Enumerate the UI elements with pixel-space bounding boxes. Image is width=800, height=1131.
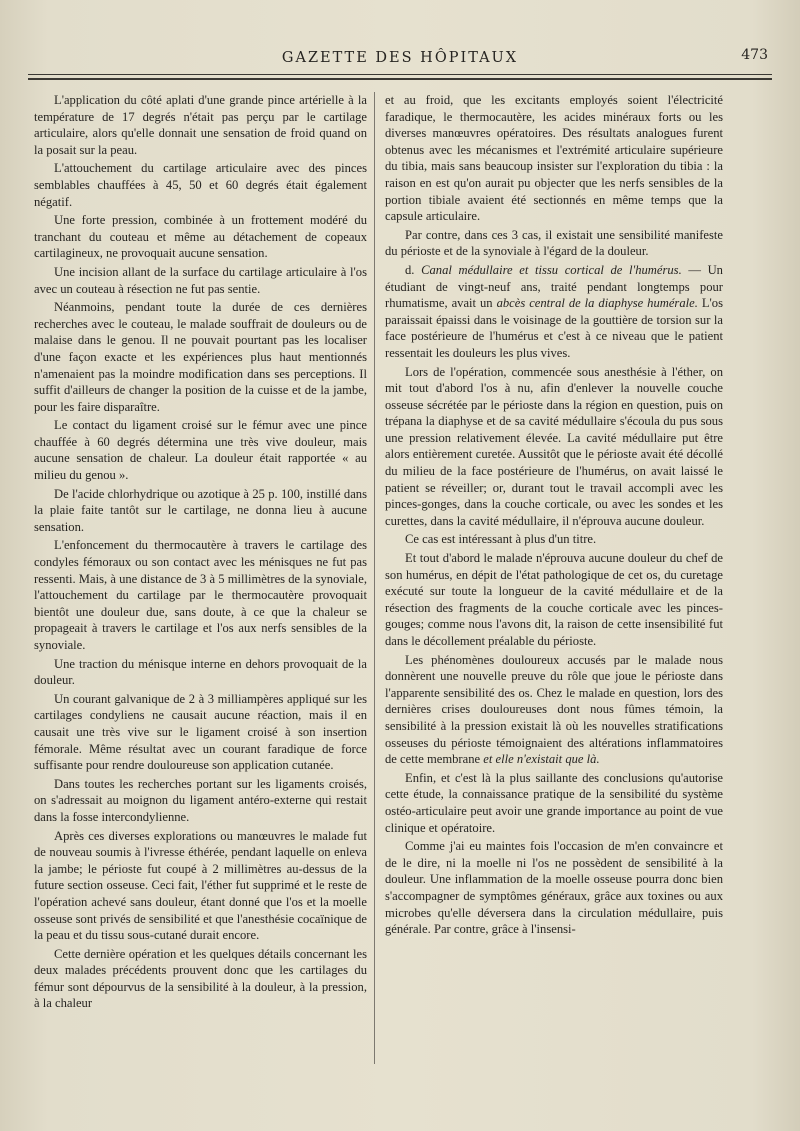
paragraph: De l'acide chlorhydrique ou azotique à 25 p. 100, instillé dans la plaie faite tantôt sur le cartilage, ne donna lieu à aucune sensation. <box>34 486 367 534</box>
header-rule-thick <box>28 78 772 80</box>
emphasis: et elle n'existait que là. <box>483 752 600 767</box>
paragraph: Une forte pression, combinée à un frottement modéré du tranchant du couteau et même au détachement de copeaux cartilagineux, ne provoquait aucune sensation. <box>34 213 367 261</box>
header-rule-thin <box>28 74 772 75</box>
paragraph <box>385 652 723 768</box>
section-text: L'os paraissait épaissi dans le voisinage de la gouttière de torsion sur la face postérieure de l'humérus et c'est à ce niveau que le patient ressentait les douleurs les plus vives. <box>385 296 723 360</box>
paragraph: Par contre, dans ces 3 cas, il existait une sensibilité manifeste du périoste et de la synoviale à l'égard de la douleur. <box>385 227 723 259</box>
paragraph: L'enfoncement du thermocautère à travers le cartilage des condyles fémoraux ou son contact avec les ménisques ne fut pas ressenti. Mais, à une distance de 3 à 5 millimètres de la synoviale, l'attouchement du cartilage par le thermocautère provoquait bientôt une douleur due, sans doute, à ce que la chaleur se propageait à travers le cartilage et l'os aux nerfs sensibles de la synoviale. <box>34 538 367 652</box>
paragraph: Ce cas est intéressant à plus d'un titre. <box>405 532 597 547</box>
page-header <box>28 44 772 74</box>
paragraph: Et tout d'abord le malade n'éprouva aucune douleur du chef de son humérus, en dépit de l'état pathologique de cet os, du curetage exécuté sur toute la longueur de la cavité médullaire et de la résection des fragments de la couche corticale avec les pinces-gouges; comme nous l'avons dit, la raison de cette insensibilité fut dans le décollement préalable du périoste. <box>385 551 723 648</box>
paragraph: Lors de l'opération, commencée sous anesthésie à l'éther, on mit tout d'abord l'os à nu, afin d'enlever la nouvelle couche osseuse sécrétée par le périoste dans la région en question, puis on trépana la diaphyse et de sa cavité médullaire s'écoula du pus sous une pression relativement élevée. La cavité médullaire put être alors entièrement curetée. Aussitôt que le périoste avait été décollé du milieu de la face postérieure de l'humérus, on avait laissé le patient se réveiller; or, durant tout le travail accompli avec les pinces-gonges, dans la couche corticale, ou avec les sondes et les curettes, dans la cavité médullaire, il n'éprouva aucune douleur. <box>385 364 723 528</box>
paragraph-continuation: et au froid, que les excitants employés soient l'électricité faradique, le thermocautère, les acides minéraux forts ou les diverses manœuvres opératoires. Des résultats analogues furent obtenus avec les mécanismes et l'extrémité articulaire supérieure du tibia, mais sans beaucoup insister sur l'exploration du tibia : la raison en est qu'on aurait pu objecter que les nerfs sensibles de la portion tibiale avaient été sectionnés en même temps que la capsule articulaire. <box>385 93 723 224</box>
paragraph: Comme j'ai eu maintes fois l'occasion de m'en convaincre et de le dire, ni la moelle ni l'os ne possèdent de sensibilité à la douleur. Une inflammation de la moelle osseuse pourra donc bien s'accompagner de symptômes généraux, grâce aux toxines ou aux microbes qu'elle déversera dans la circulation médullaire, puis générale. Par contre, grâce à l'insensi- <box>385 839 723 937</box>
paragraph: Néanmoins, pendant toute la durée de ces dernières recherches avec le couteau, le malade souffrait de douleurs ou de malaise dans le genou. Il ne pouvait pourtant pas les localiser d'une façon exacte et les expériences plus haut mentionnés n'amenaient pas la moindre modification dans ses perceptions. Il suffit d'ailleurs de changer la position de la cuisse et de la jambe, pour les faire disparaître. <box>34 300 367 414</box>
paragraph: Un courant galvanique de 2 à 3 milliampères appliqué sur les cartilages condyliens ne causait aucune réaction, mais il en causait une très vive sur le ligament croisé à son insertion fémorale. Même résultat avec un courant faradique de force suffisante pour rendre douloureuse son application cutanée. <box>34 691 367 773</box>
journal-title: GAZETTE DES HÔPITAUX <box>281 50 519 66</box>
paragraph: Une incision allant de la surface du cartilage articulaire à l'os avec un couteau à résection ne fut pas sentie. <box>34 264 367 296</box>
section-title: Canal médullaire et tissu cortical de l'humérus. <box>421 262 682 277</box>
section-label: d. <box>405 262 415 277</box>
paragraph: Enfin, et c'est là la plus saillante des conclusions qu'autorise cette étude, la connaissance pratique de la sensibilité du système ostéo-articulaire peut avoir une grande importance au point de vue clinique et opératoire. <box>385 770 723 835</box>
paragraph: Une traction du ménisque interne en dehors provoquait de la douleur. <box>34 656 367 688</box>
emphasis: abcès central de la diaphyse humérale. <box>496 296 698 311</box>
section-paragraph <box>385 262 723 362</box>
paragraph: Le contact du ligament croisé sur le fémur avec une pince chauffée à 60 degrés détermina une très vive douleur, mais aucune sensation de chaleur. La douleur était rapportée « au milieu du genou ». <box>34 418 367 483</box>
column-divider <box>374 92 375 1064</box>
paragraph: Dans toutes les recherches portant sur les ligaments croisés, on s'adressait au moignon du ligament antéro-externe qui restait dans la fosse intercondylienne. <box>34 776 367 824</box>
paragraph-text: Les phénomènes douloureux accusés par le malade nous donnèrent une nouvelle preuve du rôle que joue le périoste dans l'apparente sensibilité des os. Chez le malade en question, lors des dernières crises douloureuses dont nous fûmes témoin, la sensibilité à la pression existait là où les nouvelles stratifications osseuses du périoste témoignaient des altérations inflammatoires de cette membrane <box>385 652 723 767</box>
paragraph: L'application du côté aplati d'une grande pince artérielle à la température de 17 degrés n'était pas perçu par le cartilage articulaire, alors qu'elle donnait une sensation de froid quand on la posait sur la peau. <box>34 93 367 157</box>
section-text: — Un étudiant de vingt-neuf ans, traité pendant longtemps pour rhumatisme, avait un <box>385 262 723 311</box>
page-number: 473 <box>741 47 768 63</box>
paragraph: L'attouchement du cartilage articulaire avec des pinces semblables chauffées à 45, 50 et 60 degrés était également négatif. <box>34 161 367 209</box>
paragraph: Après ces diverses explorations ou manœuvres le malade fut de nouveau soumis à l'ivresse éthérée, pendant laquelle on enleva la jambe; le périoste fut coupé à 2 millimètres au-dessus de la future section osseuse. Ceci fait, l'éther fut supprimé et le reste de l'opération achevé sans douleur, étant donné que l'os et la moelle osseuse sont privés de sensibilité et que l'anesthésie cocaïnique de la peau et du tissu sous-cutané durait encore. <box>34 828 367 943</box>
paragraph: Cette dernière opération et les quelques détails concernant les deux malades précédents prouvent donc que les cartilages du fémur sont dépourvus de la sensibilité à la douleur, à la pression, à la chaleur <box>34 946 367 1011</box>
left-column <box>34 92 367 1014</box>
right-column <box>385 92 723 940</box>
